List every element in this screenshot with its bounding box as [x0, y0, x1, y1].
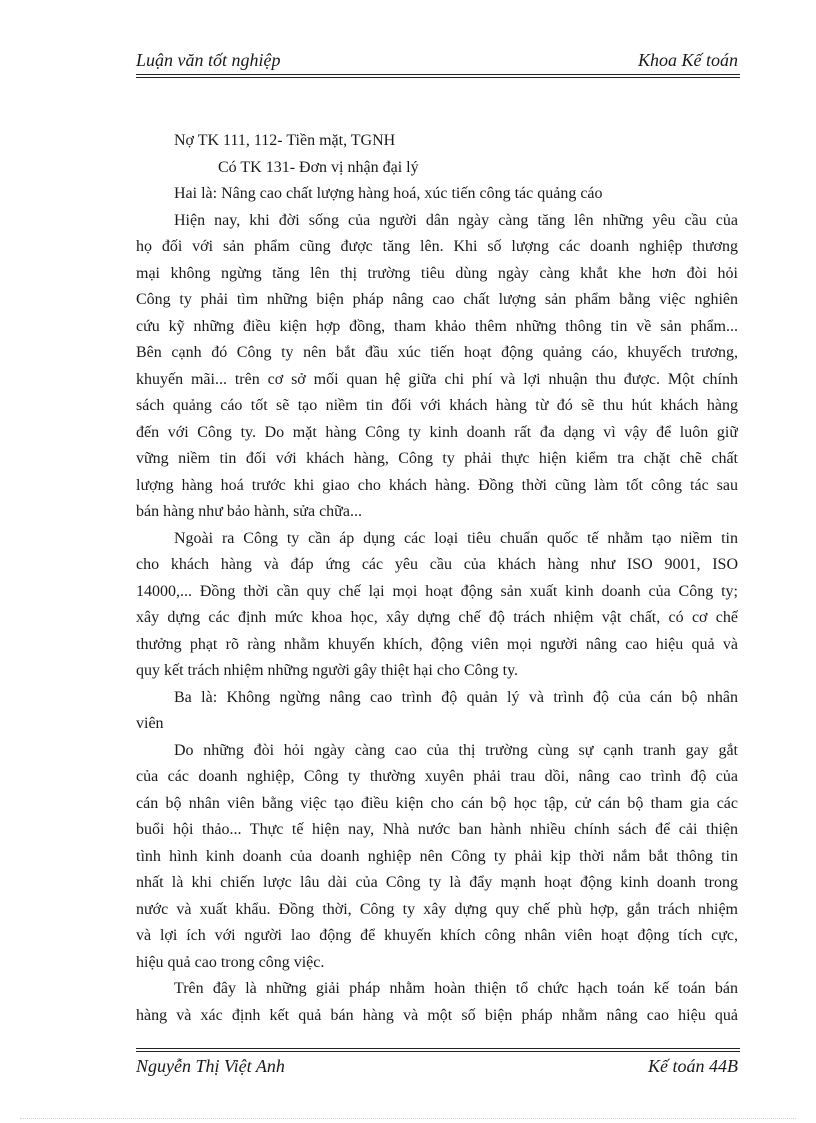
text-line: họ đối với sản phẩm cũng được tăng lên. Khi số lượng các doanh nghiệp thương [136, 238, 738, 255]
text-line: nước và xuất khẩu. Đồng thời, Công ty xây dựng quy chế phù hợp, gắn trách nhiệm [136, 900, 738, 918]
text-line: tình hình kinh doanh của doanh nghiệp nên Công ty phải kịp thời nắm bắt thông tin [136, 847, 738, 865]
text-line: lượng hàng hoá trước khi giao cho khách hàng. Đồng thời cũng làm tốt công tác sau [136, 476, 738, 494]
text-line: quy kết trách nhiệm những người gây thiệt hại cho Công ty. [136, 662, 519, 679]
section-heading: Hai là: Nâng cao chất lượng hàng hoá, xúc tiến công tác quảng cáo [174, 185, 603, 202]
text-line: nhất là khi chiến lược lâu dài của Công ty là đẩy mạnh hoạt động kinh doanh trong [136, 874, 738, 891]
text-line: Hiện nay, khi đời sống của người dân ngày càng tăng lên những yêu cầu của [174, 211, 738, 229]
footer-rule [136, 1048, 740, 1049]
header-rule-second [136, 77, 740, 78]
text-line: bán hàng như bảo hành, sửa chữa... [136, 503, 362, 520]
page-header [136, 48, 738, 74]
text-line: cứu kỹ những điều kiện hợp đồng, tham khảo thêm những thông tin về sản phẩm... [136, 317, 738, 335]
page-footer [136, 1054, 738, 1080]
text-line: Bên cạnh đó Công ty nên bắt đầu xúc tiến hoạt động quảng cáo, khuyếch trương, [136, 344, 738, 361]
text-line: 14000,... Đồng thời cần quy chế lại mọi hoạt động sản xuất kinh doanh của Công ty; [136, 582, 738, 600]
text-line: khuyến mãi... trên cơ sở mối quan hệ giữa chi phí và lợi nhuận thu được. Một chính [136, 370, 738, 388]
text-line: Do những đòi hỏi ngày càng cao của thị trường cùng sự cạnh tranh gay gắt [174, 741, 738, 759]
document-body [136, 128, 738, 1029]
page-edge-divider [20, 1118, 796, 1119]
text-line: buổi hội thảo... Thực tế hiện nay, Nhà nước ban hành nhiều chính sách để cải thiện [136, 821, 738, 838]
text-line: Công ty phải tìm những biện pháp nâng cao chất lượng sản phẩm bằng việc nghiên [136, 291, 738, 308]
text-line: và lợi ích với người lao động để khuyến khích công nhân viên hoạt động tích cực, [136, 927, 738, 944]
text-line: cán bộ nhân viên bằng việc tạo điều kiện cho cán bộ học tập, cử cán bộ tham gia các [136, 794, 738, 812]
section-heading: Ba là: Không ngừng nâng cao trình độ quản lý và trình độ của cán bộ nhân [174, 688, 738, 706]
header-rule [136, 74, 740, 75]
footer-rule-second [136, 1051, 740, 1052]
text-line: thưởng phạt rõ ràng nhằm khuyến khích, động viên mọi người nâng cao hiệu quả và [136, 635, 738, 653]
text-line: đến với Công ty. Do mặt hàng Công ty kinh doanh rất đa dạng vì vậy để luôn giữ [136, 423, 738, 441]
text-line: Trên đây là những giải pháp nhằm hoàn thiện tổ chức hạch toán kế toán bán [174, 980, 738, 997]
text-line: Có TK 131- Đơn vị nhận đại lý [218, 158, 419, 176]
header-thesis-title: Luận văn tốt nghiệp [136, 50, 281, 70]
text-line: xây dựng các định mức khoa học, xây dựng chế độ trách nhiệm vật chất, có cơ chế [136, 609, 738, 626]
footer-class: Kế toán 44B [648, 1056, 738, 1076]
text-line: sách quảng cáo tốt sẽ tạo niềm tin đối với khách hàng từ đó sẽ thu hút khách hàng [136, 397, 738, 414]
text-line: của các doanh nghiệp, Công ty thường xuyên phải trau dồi, nâng cao trình độ của [136, 768, 738, 785]
text-line: Nợ TK 111, 112- Tiền mặt, TGNH [174, 132, 396, 149]
text-line: hiệu quả cao trong công việc. [136, 953, 325, 971]
text-line: vững niềm tin đối với khách hàng, Công ty phải thực hiện kiểm tra chặt chẽ chất [136, 450, 738, 467]
text-line: Ngoài ra Công ty cần áp dụng các loại tiêu chuẩn quốc tế nhằm tạo niềm tin [174, 529, 738, 547]
section-heading-cont: viên [136, 715, 164, 732]
footer-author: Nguyễn Thị Việt Anh [136, 1056, 285, 1076]
text-line: hàng và xác định kết quả bán hàng và một số biện pháp nhằm nâng cao hiệu quả [136, 1006, 738, 1024]
text-line: cho khách hàng và đáp ứng các yêu cầu của khách hàng như ISO 9001, ISO [136, 556, 738, 573]
text-line: mại không ngừng tăng lên thị trường tiêu dùng ngày càng khắt khe hơn đòi hỏi [136, 264, 738, 282]
header-faculty: Khoa Kế toán [637, 50, 738, 70]
